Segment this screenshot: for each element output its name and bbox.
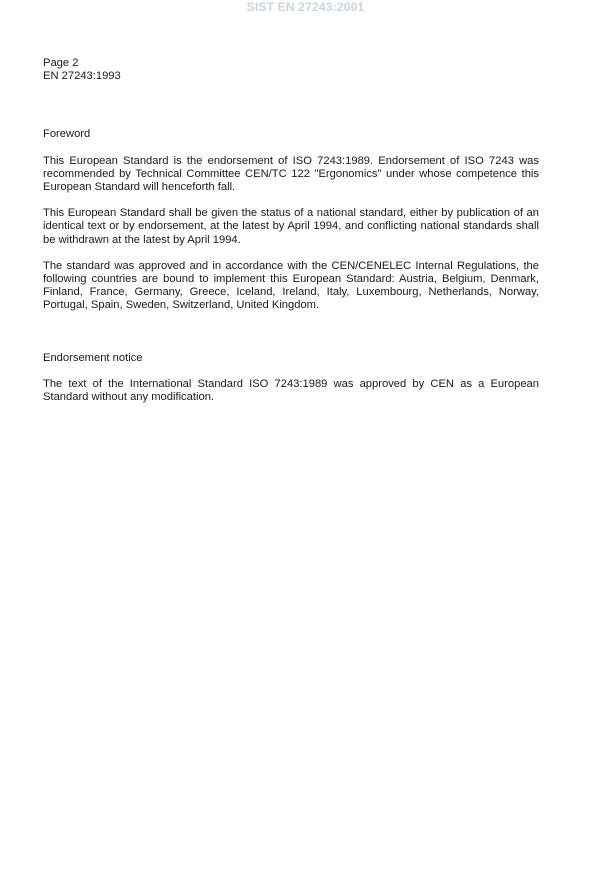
foreword-paragraph-1: This European Standard is the endorsement of ISO 7243:1989. Endorsement of ISO 7243 was recommended by Technical Committee CEN/TC 122 "Ergonomics" under whose competence this European Standard will henceforth fall. [43,154,539,194]
foreword-paragraph-2: This European Standard shall be given the status of a national standard, either by publication of an identical text or by endorsement, at the latest by April 1994, and conflicting national standards shall be withdrawn at the latest by April 1994. [43,207,539,246]
foreword-heading: Foreword [43,128,91,141]
foreword-paragraph-3: The standard was approved and in accordance with the CEN/CENELEC Internal Regulations, the following countries are bound to implement this European Standard: Austria, Belgium, Denmark, Finland, France, Germany, Greece, Iceland, Ireland, Italy, Luxembourg, Netherlands, Norway, Portugal, Spain, Sweden, Switzerland, United Kingdom. [43,259,539,312]
page-number: Page 2 [43,57,79,69]
document-body [43,57,539,404]
document-id: EN 27243:1993 [43,70,121,83]
endorsement-heading: Endorsement notice [43,351,143,364]
watermark: SIST EN 27243:2001 [246,0,365,14]
endorsement-paragraph: The text of the International Standard ISO 7243:1989 was approved by CEN as a European Standard without any modification. [43,377,539,404]
